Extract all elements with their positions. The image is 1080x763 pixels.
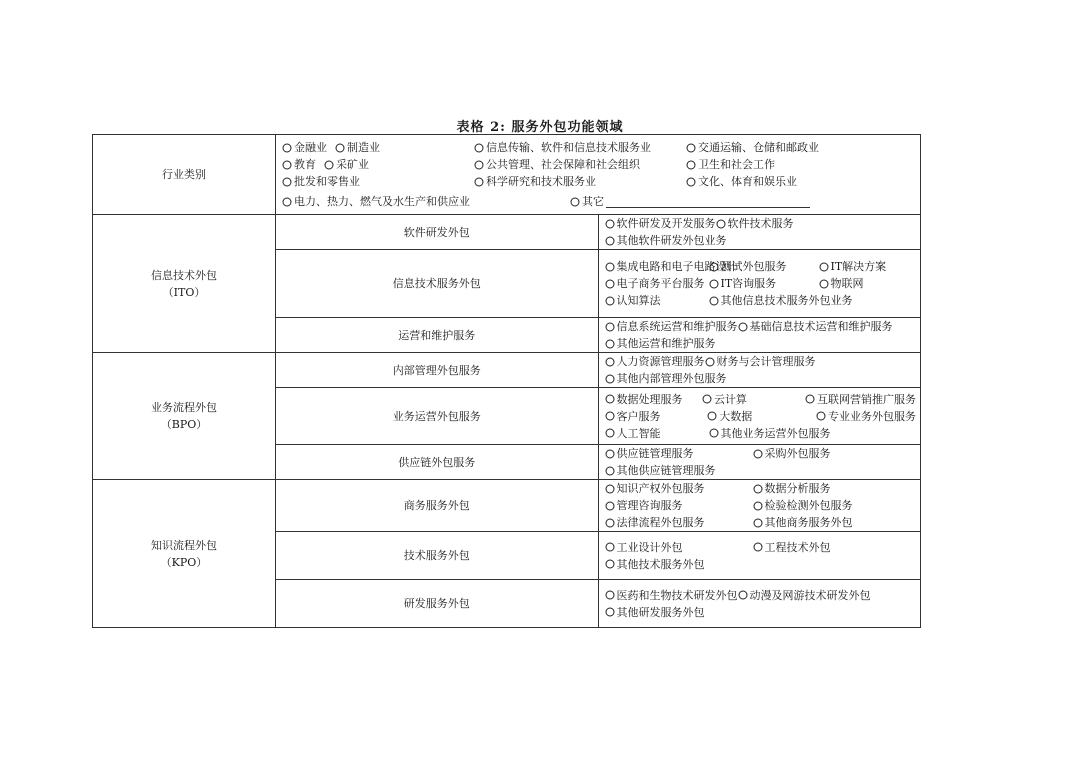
subcategory-name: 运营和维护服务 <box>276 318 599 353</box>
option-line <box>605 391 917 408</box>
radio-circle-icon <box>702 394 712 404</box>
option-label: 测试外包服务 <box>720 260 787 273</box>
option-label: 文化、体育和娱乐业 <box>698 175 797 188</box>
option-label: 其他信息技术服务外包业务 <box>720 294 853 307</box>
option-line <box>605 587 917 604</box>
option-item[interactable] <box>605 215 716 232</box>
radio-circle-icon <box>819 262 829 272</box>
radio-circle-icon <box>805 394 815 404</box>
option-label: 电子商务平台服务 <box>616 277 705 290</box>
option-item[interactable] <box>753 445 831 462</box>
subcategory-options <box>598 388 921 445</box>
option-label: 其它 <box>582 195 604 208</box>
option-label: 法律流程外包服务 <box>616 516 705 529</box>
radio-circle-icon <box>605 428 615 438</box>
option-item[interactable] <box>605 232 727 249</box>
option-line <box>605 232 917 249</box>
option-line <box>282 173 916 190</box>
category-cell <box>93 353 276 480</box>
radio-circle-icon <box>605 411 615 421</box>
option-line <box>605 539 917 556</box>
radio-circle-icon <box>605 219 615 229</box>
option-line <box>605 480 917 497</box>
option-line <box>605 425 917 442</box>
option-label: 采购外包服务 <box>764 447 831 460</box>
option-label: 科学研究和技术服务业 <box>486 175 596 188</box>
option-label: 数据分析服务 <box>764 482 831 495</box>
sub-row <box>93 215 921 250</box>
option-item[interactable] <box>605 408 708 425</box>
subcategory-options <box>598 250 921 318</box>
option-group <box>686 173 797 190</box>
option-label: 教育 <box>294 158 316 171</box>
option-label: IT咨询服务 <box>720 277 777 290</box>
radio-circle-icon <box>605 559 615 569</box>
subcategory-options <box>598 318 921 353</box>
option-item[interactable] <box>605 514 753 531</box>
option-label: 人工智能 <box>616 426 661 440</box>
option-label: 客户服务 <box>616 409 661 423</box>
option-line <box>605 462 917 479</box>
option-item[interactable] <box>709 425 831 442</box>
subcategory-name: 供应链外包服务 <box>276 445 599 480</box>
industry-label: 行业类别 <box>93 135 276 215</box>
option-label: 交通运输、仓储和邮政业 <box>698 141 819 154</box>
option-label: 医药和生物技术研发外包 <box>616 588 738 602</box>
option-line <box>605 335 917 352</box>
option-line <box>605 318 917 335</box>
option-item[interactable] <box>686 139 819 156</box>
subcategory-name: 内部管理外包服务 <box>276 353 599 388</box>
option-label: 认知算法 <box>616 294 661 307</box>
option-item[interactable] <box>605 275 709 292</box>
option-group <box>686 139 819 156</box>
radio-circle-icon <box>282 197 292 207</box>
option-label: 财务与会计管理服务 <box>716 355 816 368</box>
subcategory-options <box>598 445 921 480</box>
category-cell <box>93 215 276 353</box>
radio-circle-icon <box>738 322 748 332</box>
option-label: 其他供应链管理服务 <box>616 464 716 477</box>
option-item[interactable] <box>819 275 864 292</box>
radio-circle-icon <box>816 411 826 421</box>
option-item[interactable] <box>474 173 596 190</box>
option-label: 其他技术服务外包 <box>616 557 705 571</box>
option-label: 信息系统运营和维护服务 <box>616 320 738 333</box>
option-label: 采矿业 <box>336 158 369 171</box>
option-label: 公共管理、社会保障和社会组织 <box>486 158 640 171</box>
option-line <box>605 275 917 292</box>
option-label: 数据处理服务 <box>616 392 683 406</box>
option-label: 其他内部管理外包服务 <box>616 372 727 385</box>
radio-circle-icon <box>753 518 763 528</box>
option-item[interactable] <box>709 258 819 275</box>
radio-circle-icon <box>474 160 484 170</box>
radio-circle-icon <box>605 518 615 528</box>
category-code: （KPO） <box>160 555 208 569</box>
radio-circle-icon <box>686 143 696 153</box>
service-outsourcing-table <box>92 134 921 628</box>
subcategory-name: 技术服务外包 <box>276 532 599 580</box>
radio-circle-icon <box>605 357 615 367</box>
option-label: 专业业务外包服务 <box>828 409 916 423</box>
option-item[interactable] <box>605 587 738 604</box>
option-label: IT解决方案 <box>830 260 887 273</box>
option-label: 卫生和社会工作 <box>698 158 775 171</box>
radio-circle-icon <box>819 279 829 289</box>
option-item[interactable] <box>605 335 716 352</box>
option-item[interactable] <box>605 556 705 573</box>
option-line <box>605 353 917 370</box>
radio-circle-icon <box>753 484 763 494</box>
subcategory-options <box>598 480 921 532</box>
subcategory-name: 业务运营外包服务 <box>276 388 599 445</box>
radio-circle-icon <box>282 160 292 170</box>
option-label: 云计算 <box>713 392 747 406</box>
option-label: 其他软件研发外包业务 <box>616 234 727 247</box>
option-label: 知识产权外包服务 <box>616 482 705 495</box>
option-group <box>282 173 474 190</box>
option-item[interactable] <box>605 462 716 479</box>
option-item[interactable] <box>474 139 651 156</box>
radio-circle-icon <box>324 160 334 170</box>
option-label: 动漫及网游技术研发外包 <box>749 588 871 602</box>
radio-circle-icon <box>716 219 726 229</box>
option-item[interactable] <box>709 275 819 292</box>
option-item[interactable] <box>324 156 369 173</box>
option-label: 软件技术服务 <box>727 217 794 230</box>
option-label: 供应链管理服务 <box>616 447 694 460</box>
option-line <box>605 514 917 531</box>
sub-row <box>93 353 921 388</box>
option-label: 制造业 <box>347 141 380 154</box>
option-item[interactable] <box>605 370 727 387</box>
radio-circle-icon <box>709 296 719 306</box>
radio-circle-icon <box>753 542 763 552</box>
radio-circle-icon <box>709 262 719 272</box>
option-item[interactable] <box>282 139 327 156</box>
option-label: 工业设计外包 <box>616 540 683 554</box>
radio-circle-icon <box>605 607 615 617</box>
option-item[interactable] <box>282 156 316 173</box>
option-label: 其他商务服务外包 <box>764 516 853 529</box>
radio-circle-icon <box>335 143 345 153</box>
category-code: （BPO） <box>160 418 208 431</box>
option-item[interactable] <box>753 539 831 556</box>
option-label: 互联网营销推广服务 <box>817 392 916 406</box>
radio-circle-icon <box>709 428 719 438</box>
option-item[interactable] <box>605 445 753 462</box>
option-label: 大数据 <box>719 409 753 423</box>
option-group <box>282 156 474 173</box>
subcategory-name: 信息技术服务外包 <box>276 250 599 318</box>
option-group <box>474 139 686 156</box>
radio-circle-icon <box>605 279 615 289</box>
subcategory-name: 商务服务外包 <box>276 480 599 532</box>
option-item[interactable] <box>570 193 810 210</box>
other-blank-input[interactable] <box>606 195 810 208</box>
option-item[interactable] <box>753 480 831 497</box>
radio-circle-icon <box>282 143 292 153</box>
radio-circle-icon <box>605 296 615 306</box>
option-item[interactable] <box>335 139 380 156</box>
page-title: 表格 2: 服务外包功能领域 <box>456 120 624 135</box>
option-line <box>282 139 916 156</box>
option-label: 其他业务运营外包服务 <box>720 426 831 440</box>
option-label: 批发和零售业 <box>294 175 360 188</box>
option-item[interactable] <box>605 480 753 497</box>
radio-circle-icon <box>605 484 615 494</box>
option-item[interactable] <box>738 587 871 604</box>
option-item[interactable] <box>702 391 805 408</box>
option-item[interactable] <box>605 318 738 335</box>
option-item[interactable] <box>707 408 816 425</box>
option-label: 金融业 <box>294 141 327 154</box>
option-item[interactable] <box>605 258 738 275</box>
option-item[interactable] <box>605 497 753 514</box>
option-item[interactable] <box>816 408 916 425</box>
radio-circle-icon <box>709 279 719 289</box>
radio-circle-icon <box>474 177 484 187</box>
sub-row <box>93 480 921 532</box>
option-label: 工程技术外包 <box>764 540 831 554</box>
option-line <box>605 258 917 275</box>
option-item[interactable] <box>605 539 753 556</box>
option-item[interactable] <box>605 604 705 621</box>
option-item[interactable] <box>282 193 570 210</box>
radio-circle-icon <box>605 590 615 600</box>
option-item[interactable] <box>474 156 640 173</box>
option-line <box>282 193 916 210</box>
option-line <box>605 445 917 462</box>
option-label: 软件研发及开发服务 <box>616 217 716 230</box>
radio-circle-icon <box>753 449 763 459</box>
option-line <box>605 497 917 514</box>
option-group <box>282 139 474 156</box>
subcategory-options <box>598 215 921 250</box>
radio-circle-icon <box>738 590 748 600</box>
option-label: 人力资源管理服务 <box>616 355 705 368</box>
radio-circle-icon <box>605 262 615 272</box>
option-line <box>605 408 917 425</box>
option-item[interactable] <box>686 156 775 173</box>
radio-circle-icon <box>686 160 696 170</box>
option-line <box>605 556 917 573</box>
option-line <box>605 604 917 621</box>
category-name: 知识流程外包 <box>151 538 217 552</box>
radio-circle-icon <box>705 357 715 367</box>
option-item[interactable] <box>716 215 794 232</box>
option-item[interactable] <box>605 292 709 309</box>
option-item[interactable] <box>605 391 702 408</box>
option-item[interactable] <box>738 318 893 335</box>
option-item[interactable] <box>709 292 853 309</box>
category-cell <box>93 480 276 628</box>
category-name: 业务流程外包 <box>151 401 217 414</box>
subcategory-name: 研发服务外包 <box>276 580 599 628</box>
radio-circle-icon <box>605 236 615 246</box>
option-item[interactable] <box>805 391 916 408</box>
option-label: 管理咨询服务 <box>616 499 683 512</box>
option-item[interactable] <box>705 353 816 370</box>
radio-circle-icon <box>686 177 696 187</box>
option-label: 物联网 <box>830 277 864 290</box>
option-item[interactable] <box>753 497 853 514</box>
radio-circle-icon <box>707 411 717 421</box>
radio-circle-icon <box>605 339 615 349</box>
option-group <box>686 156 775 173</box>
radio-circle-icon <box>753 501 763 511</box>
industry-options <box>276 135 921 215</box>
subcategory-name: 软件研发外包 <box>276 215 599 250</box>
option-line <box>605 292 917 309</box>
option-label: 信息传输、软件和信息技术服务业 <box>486 141 651 154</box>
option-item[interactable] <box>282 173 360 190</box>
option-label: 其他运营和维护服务 <box>616 337 716 350</box>
option-label: 集成电路和电子电路设计 <box>616 260 738 273</box>
industry-row <box>93 135 921 215</box>
subcategory-options <box>598 353 921 388</box>
radio-circle-icon <box>605 374 615 384</box>
option-item[interactable] <box>605 425 709 442</box>
option-label: 电力、热力、燃气及水生产和供应业 <box>294 195 470 208</box>
option-line <box>605 370 917 387</box>
option-label: 基础信息技术运营和维护服务 <box>749 320 893 333</box>
option-line <box>282 156 916 173</box>
option-group <box>474 156 686 173</box>
option-label: 检验检测外包服务 <box>764 499 853 512</box>
option-line <box>605 215 917 232</box>
option-item[interactable] <box>753 514 853 531</box>
radio-circle-icon <box>282 177 292 187</box>
subcategory-options <box>598 580 921 628</box>
radio-circle-icon <box>605 501 615 511</box>
radio-circle-icon <box>605 449 615 459</box>
option-group <box>474 173 686 190</box>
option-item[interactable] <box>605 353 705 370</box>
option-item[interactable] <box>819 258 887 275</box>
subcategory-options <box>598 532 921 580</box>
option-item[interactable] <box>686 173 797 190</box>
category-code: （ITO） <box>162 285 206 299</box>
radio-circle-icon <box>605 466 615 476</box>
radio-circle-icon <box>605 322 615 332</box>
option-label: 其他研发服务外包 <box>616 605 705 619</box>
radio-circle-icon <box>605 542 615 552</box>
category-name: 信息技术外包 <box>151 268 217 282</box>
radio-circle-icon <box>474 143 484 153</box>
radio-circle-icon <box>605 394 615 404</box>
radio-circle-icon <box>570 197 580 207</box>
